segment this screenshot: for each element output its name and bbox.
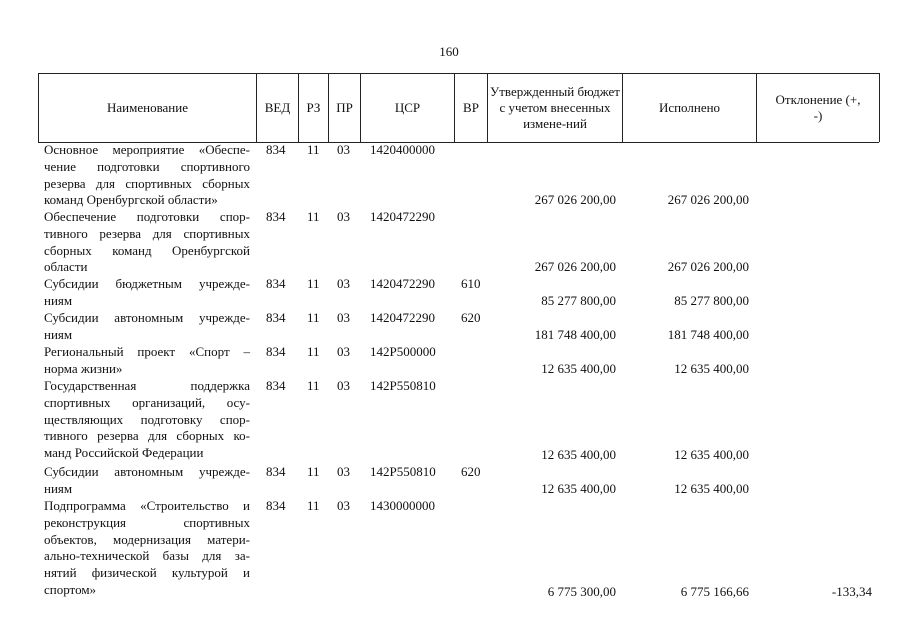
row-csr: 1430000000 <box>370 498 435 513</box>
row-rz: 11 <box>307 209 320 224</box>
row-name: Подпрограмма «Строительство и реконструкция спортивных объектов, модернизация матери-ально-технической базы для за-нятий физической культурой и спортом» <box>44 498 250 597</box>
row-rz: 11 <box>307 378 320 393</box>
row-approved: 85 277 800,00 <box>541 293 616 309</box>
column-divider <box>879 73 880 142</box>
row-rz: 11 <box>307 498 320 513</box>
row-pr: 03 <box>337 498 350 513</box>
row-executed: 12 635 400,00 <box>674 361 749 377</box>
row-ved: 834 <box>266 142 286 157</box>
header-executed: Исполнено <box>658 99 721 115</box>
row-vr: 620 <box>461 310 481 325</box>
row-ved: 834 <box>266 464 286 479</box>
row-ved: 834 <box>266 344 286 359</box>
header-csr: ЦСР <box>394 99 421 115</box>
row-approved: 12 635 400,00 <box>541 361 616 377</box>
row-name: Обеспечение подготовки спор-тивного резерва для спортивных сборных команд Оренбургской области <box>44 209 250 275</box>
table-row <box>0 464 898 498</box>
page-number: 160 <box>439 44 459 59</box>
table-row <box>0 498 898 601</box>
row-approved: 181 748 400,00 <box>534 327 616 343</box>
row-approved: 267 026 200,00 <box>534 192 616 208</box>
row-approved: 267 026 200,00 <box>534 259 616 275</box>
row-executed: 85 277 800,00 <box>674 293 749 309</box>
table-row <box>0 344 898 378</box>
row-executed: 12 635 400,00 <box>674 447 749 463</box>
row-rz: 11 <box>307 344 320 359</box>
table-row <box>0 209 898 276</box>
row-pr: 03 <box>337 344 350 359</box>
row-pr: 03 <box>337 276 350 291</box>
row-csr: 1420472290 <box>370 276 435 291</box>
row-pr: 03 <box>337 142 350 157</box>
row-executed: 267 026 200,00 <box>667 259 749 275</box>
row-approved: 6 775 300,00 <box>547 584 616 600</box>
row-ved: 834 <box>266 310 286 325</box>
header-rz: РЗ <box>306 99 321 115</box>
row-ved: 834 <box>266 378 286 393</box>
row-pr: 03 <box>337 378 350 393</box>
row-executed: 12 635 400,00 <box>674 481 749 497</box>
row-vr: 620 <box>461 464 481 479</box>
table-row <box>0 378 898 464</box>
row-csr: 142P500000 <box>370 344 436 359</box>
row-csr: 1420472290 <box>370 310 435 325</box>
row-deviation: -133,34 <box>831 584 872 600</box>
row-rz: 11 <box>307 310 320 325</box>
row-name: Субсидии автономным учрежде-ниям <box>44 310 250 342</box>
table-row <box>0 276 898 310</box>
row-executed: 6 775 166,66 <box>680 584 749 600</box>
row-csr: 142P550810 <box>370 464 436 479</box>
header-deviation: Отклонение (+, -) <box>775 91 861 123</box>
row-approved: 12 635 400,00 <box>541 481 616 497</box>
header-pr: ПР <box>336 99 353 115</box>
row-ved: 834 <box>266 498 286 513</box>
row-name: Субсидии бюджетным учрежде-ниям <box>44 276 250 308</box>
row-executed: 267 026 200,00 <box>667 192 749 208</box>
row-rz: 11 <box>307 464 320 479</box>
row-ved: 834 <box>266 276 286 291</box>
row-name: Субсидии автономным учрежде-ниям <box>44 464 250 496</box>
row-pr: 03 <box>337 464 350 479</box>
row-csr: 142P550810 <box>370 378 436 393</box>
row-vr: 610 <box>461 276 481 291</box>
row-csr: 1420472290 <box>370 209 435 224</box>
table-row <box>0 310 898 344</box>
row-csr: 1420400000 <box>370 142 435 157</box>
column-divider <box>487 73 488 142</box>
row-name: Основное мероприятие «Обеспе-чение подготовки спортивного резерва для спортивных сборных команд Оренбургской области» <box>44 142 250 208</box>
row-rz: 11 <box>307 276 320 291</box>
header-name: Наименование <box>107 99 188 115</box>
row-name: Государственная поддержка спортивных организаций, осу-ществляющих подготовку спор-тивного резерва для сборных ко-манд Российской Федерации <box>44 378 250 461</box>
header-ved: ВЕД <box>264 99 291 115</box>
row-executed: 181 748 400,00 <box>667 327 749 343</box>
row-pr: 03 <box>337 209 350 224</box>
table-row <box>0 142 898 209</box>
row-name: Региональный проект «Спорт – норма жизни» <box>44 344 250 376</box>
column-divider <box>756 73 757 142</box>
header-vr: ВР <box>463 99 479 115</box>
header-approved: Утвержденный бюджет с учетом внесенных измене-ний <box>490 83 620 131</box>
row-ved: 834 <box>266 209 286 224</box>
row-pr: 03 <box>337 310 350 325</box>
row-approved: 12 635 400,00 <box>541 447 616 463</box>
row-rz: 11 <box>307 142 320 157</box>
